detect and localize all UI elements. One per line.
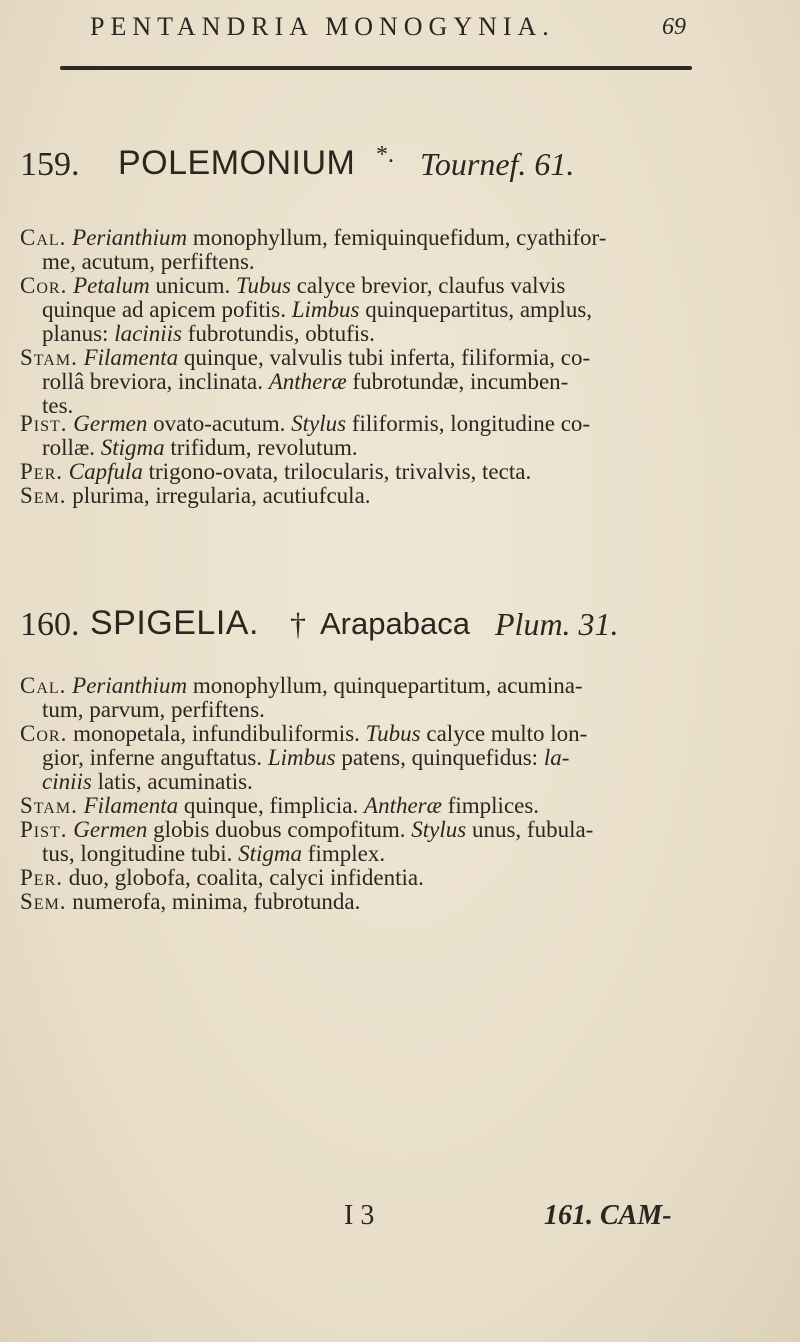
text-stylus: filiformis, longitudine co- — [346, 411, 591, 436]
label-cor: Cor. — [20, 273, 68, 298]
desc-line-sem — [20, 484, 371, 508]
label-per: Per. — [20, 459, 63, 484]
desc-line-cor-3 — [42, 770, 253, 794]
term-ciniis: ciniis — [42, 769, 92, 794]
term-germen: Germen — [73, 411, 148, 436]
genus-number: 160. — [20, 606, 80, 643]
text-limbus: patens, quinquefidus: — [335, 745, 544, 770]
page-number: 69 — [662, 14, 686, 40]
desc-line-pist — [20, 818, 593, 842]
desc-line-per — [20, 866, 424, 890]
desc-line-cor — [20, 722, 587, 746]
label-sem: Sem. — [20, 483, 67, 508]
label-sem: Sem. — [20, 889, 67, 914]
desc-line-cor-2 — [42, 298, 592, 322]
term-filamenta: Filamenta — [83, 345, 179, 370]
term-perianthium: Perianthium — [72, 673, 188, 698]
term-antherae: Antheræ — [268, 369, 347, 394]
term-perianthium: Perianthium — [72, 225, 188, 250]
term-antherae: Antheræ — [364, 793, 442, 818]
genus-heading-160 — [20, 606, 780, 652]
label-per: Per. — [20, 865, 63, 890]
catchword: 161. CAM- — [544, 1200, 672, 1231]
label-stam: Stam. — [20, 793, 78, 818]
text-pist-2: tus, longitudine tubi. — [42, 841, 239, 866]
text-laciniis: fubrotundis, obtufis. — [181, 321, 375, 346]
alt-genus-name: Arapabaca — [320, 606, 470, 641]
desc-line-cor-2 — [42, 746, 569, 770]
text-stigma: fimplex. — [302, 841, 386, 866]
text-pist: globis duobus compofitum. — [147, 817, 412, 842]
signature-mark: I 3 — [344, 1200, 375, 1231]
text-cor: monopetala, infundibuliformis. — [67, 721, 366, 746]
term-filamenta: Filamenta — [83, 793, 179, 818]
text-tubus: calyce multo lon- — [420, 721, 588, 746]
text-cor-2: quinque ad apicem pofitis. — [42, 297, 292, 322]
term-stylus: Stylus — [291, 411, 347, 436]
genus-mark: *. — [376, 142, 394, 168]
label-cal: Cal. — [20, 673, 67, 698]
text-sem: numerofa, minima, fubrotunda. — [66, 889, 361, 914]
genus-mark: † — [290, 606, 306, 642]
genus-name: SPIGELIA. — [90, 604, 259, 642]
desc-line-cor-3 — [42, 322, 375, 346]
desc-line-stam — [20, 346, 590, 370]
desc-line-pist — [20, 412, 590, 436]
text-stylus: unus, fubula- — [466, 817, 594, 842]
term-limbus: Limbus — [291, 297, 360, 322]
running-header — [0, 10, 800, 44]
text-stam-2: rollâ breviora, inclinata. — [42, 369, 269, 394]
text-stigma: trifidum, revolutum. — [164, 435, 358, 460]
label-pist: Pist. — [20, 411, 68, 436]
text-per: duo, globofa, coalita, calyci infidentia. — [63, 865, 424, 890]
label-stam: Stam. — [20, 345, 78, 370]
term-stigma: Stigma — [100, 435, 165, 460]
term-stigma: Stigma — [238, 841, 303, 866]
genus-reference: Tournef. 61. — [420, 146, 575, 182]
text-cor-3: planus: — [42, 321, 115, 346]
text-per: trigono-ovata, trilocularis, trivalvis, tecta. — [142, 459, 532, 484]
term-stylus: Stylus — [411, 817, 467, 842]
desc-line-stam-3: tes. — [42, 393, 74, 418]
text-cor: unicum. — [149, 273, 236, 298]
text-pist: ovato-acutum. — [147, 411, 292, 436]
desc-line-stam — [20, 794, 539, 818]
desc-line-pist-2 — [42, 842, 385, 866]
label-cor: Cor. — [20, 721, 68, 746]
desc-line-cal — [20, 674, 583, 698]
text-pist-2: rollæ. — [42, 435, 101, 460]
desc-line-per — [20, 460, 531, 484]
text-sem: plurima, irregularia, acutiufcula. — [66, 483, 371, 508]
term-germen: Germen — [73, 817, 148, 842]
running-title: PENTANDRIA MONOGYNIA. — [90, 12, 555, 41]
text-limbus: quinquepartitus, amplus, — [359, 297, 593, 322]
label-pist: Pist. — [20, 817, 68, 842]
desc-line-cal — [20, 226, 606, 250]
term-tubus: Tubus — [235, 273, 291, 298]
text-antherae: fubrotundæ, incumben- — [346, 369, 569, 394]
term-capfula: Capfula — [68, 459, 143, 484]
text-antherae: fimplices. — [441, 793, 540, 818]
desc-line-stam-2 — [42, 370, 568, 394]
desc-line-cal-2: tum, parvum, perfiftens. — [42, 697, 265, 722]
term-la: la- — [543, 745, 570, 770]
desc-line-cor — [20, 274, 565, 298]
desc-line-sem — [20, 890, 360, 914]
text-ciniis: latis, acuminatis. — [91, 769, 253, 794]
desc-line-cal-2: me, acutum, perfiftens. — [42, 249, 255, 274]
genus-heading-159 — [20, 142, 780, 192]
genus-number: 159. — [20, 146, 80, 183]
term-tubus: Tubus — [365, 721, 421, 746]
term-petalum: Petalum — [73, 273, 150, 298]
text-tubus: calyce brevior, claufus valvis — [290, 273, 566, 298]
term-laciniis: laciniis — [114, 321, 182, 346]
genus-name: POLEMONIUM — [118, 144, 356, 182]
text-stam: quinque, valvulis tubi inferta, filiformia, co- — [178, 345, 591, 370]
genus-reference: Plum. 31. — [495, 606, 619, 642]
desc-line-pist-2 — [42, 436, 358, 460]
header-rule — [60, 66, 692, 70]
text-cal: monophyllum, quinquepartitum, acumina- — [187, 673, 583, 698]
term-limbus: Limbus — [267, 745, 336, 770]
label-cal: Cal. — [20, 225, 67, 250]
text-cal: monophyllum, femiquinquefidum, cyathifor- — [187, 225, 607, 250]
text-stam: quinque, fimplicia. — [178, 793, 365, 818]
text-cor-2: gior, inferne anguftatus. — [42, 745, 268, 770]
